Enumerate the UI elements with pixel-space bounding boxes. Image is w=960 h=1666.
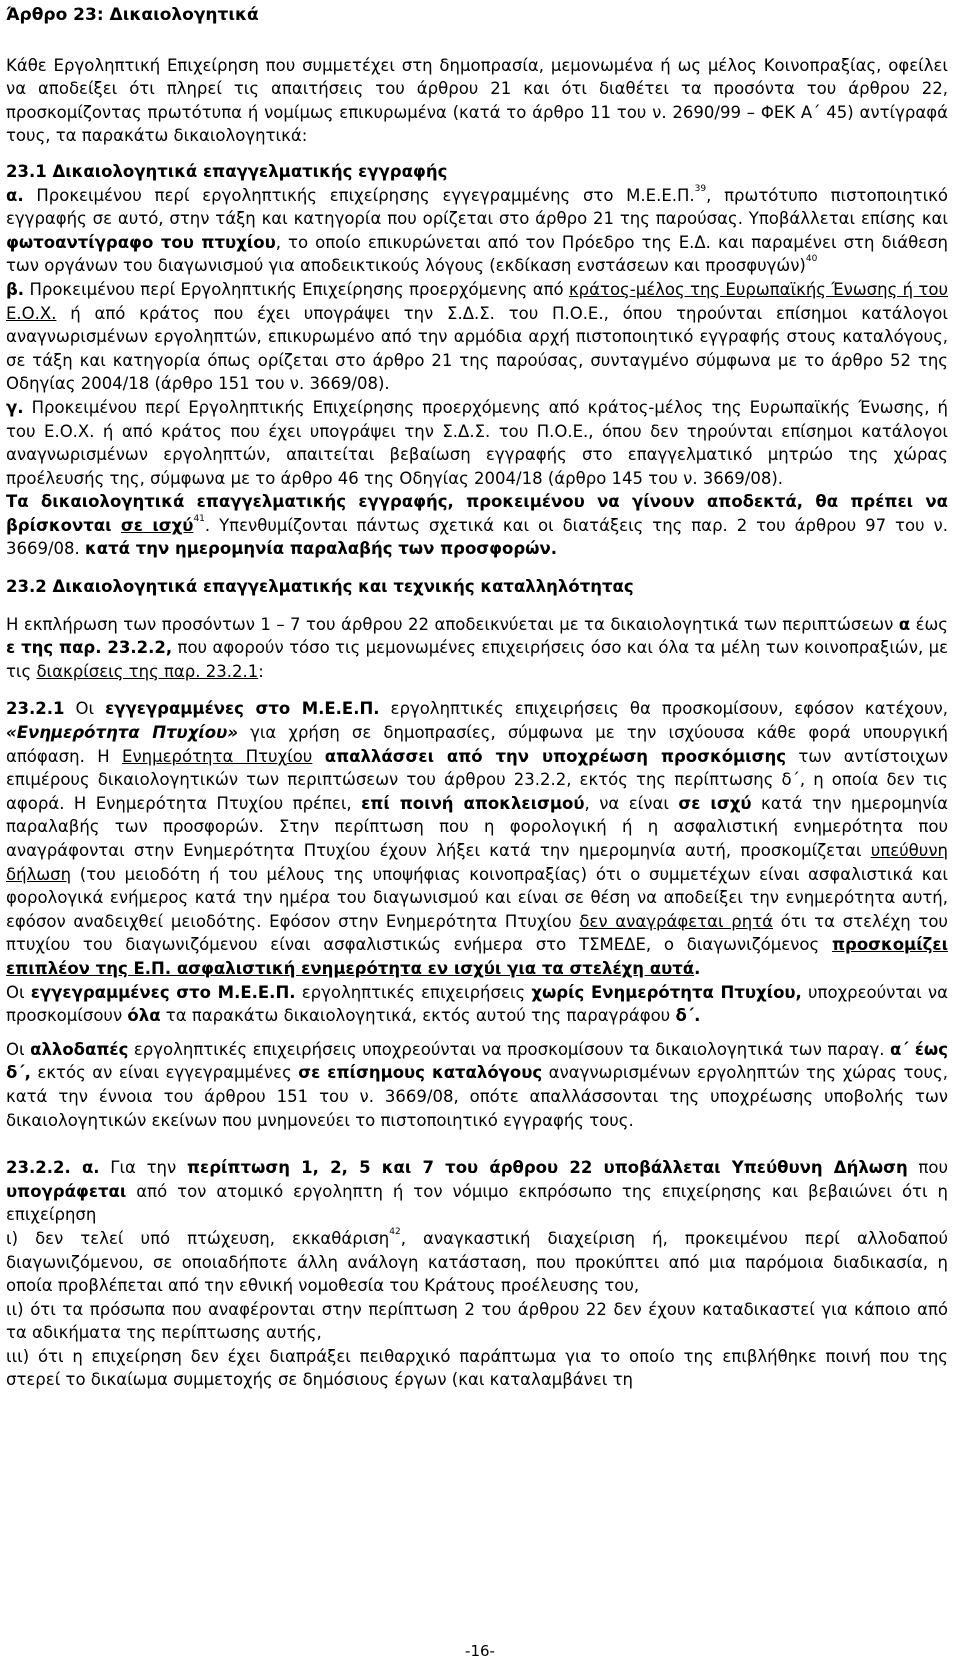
case-b-label: β.: [6, 279, 25, 299]
case-b-paragraph: β. Προκειμένου περί Εργοληπτικής Επιχείρησης προερχόμενης από κράτος-μέλος της Ευρωπαϊκής Ένωσης ή του Ε.Ο.Χ. ή από κράτος που έχει υπογράψει την Σ.Δ.Σ. του Π.Ο.Ε., όπου τηρούνται επίσημοι κατάλογοι αναγνωρισμένων εργοληπτών, επικυρωμένο από την αρμόδια αρχή πιστοποιητικό εγγραφής στους καταλόγους, σε τάξη και κατηγορία όπως ορίζεται στο άρθρο 21 της παρούσας, συνταγμένο σύμφωνα με το άρθρο 52 της Οδηγίας 2004/18 (άρθρο 151 του ν. 3669/08).: [6, 279, 948, 394]
footnote-ref-40[interactable]: 40: [805, 254, 818, 265]
footnote-ref-39[interactable]: 39: [694, 183, 707, 194]
article-title: Άρθρο 23: Δικαιολογητικά: [6, 5, 259, 25]
subsection-23-2-1: 23.2.1 Οι εγγεγραμμένες στο Μ.Ε.Ε.Π. εργοληπτικές επιχειρήσεις θα προσκομίσουν, εφόσον κατέχουν, «Ενημερότητα Πτυχίου» για χρήση σε δημοπρασίες, σύμφωνα με την ισχύουσα κάθε φορά υπουργική απόφαση. Η Ενημερότητα Πτυχίου απαλλάσσει από την υποχρέωση προσκόμισης των αντίστοιχων επιμέρους δικαιολογητικών των περιπτώσεων του άρθρου 23.2.2, εκτός της περίπτωσης δ΄, η οποία δεν τις αφορά. Η Ενημερότητα Πτυχίου πρέπει, επί ποινή αποκλεισμού, να είναι σε ισχύ κατά την ημερομηνία παραλαβής των προσφορών. Στην περίπτωση που η φορολογική ή η ασφαλιστική ενημερότητα που αναγράφονται στην Ενημερότητα Πτυχίου έχουν λήξει κατά την ημερομηνία αυτή, προσκομίζεται υπεύθυνη δήλωση (του μειοδότη ή του μέλους της υποψήφιας κοινοπραξίας) ότι ο συμμετέχων είναι ασφαλιστικά και φορολογικά ενήμερος κατά την ημέρα του διαγωνισμού και είναι σε θέση να αποδείξει την ενημερότητα αυτή, εφόσον αναδειχθεί μειοδότης. Εφόσον στην Ενημερότητα Πτυχίου δεν αναγράφεται ρητά ότι τα στελέχη του πτυχίου του διαγωνιζόμενου είναι ασφαλιστικώς ενήμερα στο ΤΣΜΕΔΕ, ο διαγωνιζόμενος προσκομίζει επιπλέον της Ε.Π. ασφαλιστική ενημερότητα εν ισχύι για τα στελέχη αυτά.: [6, 699, 949, 978]
item-ii: ιι) ότι τα πρόσωπα που αναφέρονται στην περίπτωση 2 του άρθρου 22 δεν έχουν καταδικαστεί για κάποιο από τα αδικήματα της περίπτωσης αυτής,: [6, 1299, 948, 1343]
foreign-companies-paragraph: Οι αλλοδαπές εργοληπτικές επιχειρήσεις υποχρεούνται να προσκομίσουν τα δικαιολογητικά των παραγ. α΄ έως δ΄, εκτός αν είναι εγγεγραμμένες σε επίσημους καταλόγους αναγνωρισμένων εργοληπτών της χώρας τους, κατά την έννοια του άρθρου 151 του ν. 3669/08, οπότε απαλλάσσονται της υποχρέωσης υποβολής των δικαιολογητικών εκείνων που μνημονεύει το πιστοποιητικό εγγραφής τους.: [6, 1039, 948, 1130]
intro-paragraph: Κάθε Εργοληπτική Επιχείρηση που συμμετέχει στη δημοπρασία, μεμονωμένα ή ως μέλος Κοινοπραξίας, οφείλει να αποδείξει ότι πληρεί τις απαιτήσεις του άρθρου 21 και ότι διαθέτει τα προσόντα του άρθρου 22, προσκομίζοντας πρωτότυπα ή νομίμως επικυρωμένα (κατά το άρθρο 11 του ν. 2690/99 – ΦΕΚ Α΄ 45) αντίγραφά τους, τα παρακάτω δικαιολογητικά:: [6, 55, 948, 146]
case-a-label: α.: [6, 185, 24, 205]
section-heading-23-2: 23.2 Δικαιολογητικά επαγγελματικής και τεχνικής καταλληλότητας: [6, 577, 634, 597]
validity-note: Τα δικαιολογητικά επαγγελματικής εγγραφής, προκειμένου να γίνουν αποδεκτά, θα πρέπει να βρίσκονται σε ισχύ$^{41}$. Υπενθυμίζονται πάντως σχετικά και οι διατάξεις της παρ. 2 του άρθρου 97 του ν. 3669/08. κατά την ημερομηνία παραλαβής των προσφορών.: [6, 492, 948, 559]
registered-without-certificate-paragraph: Οι εγγεγραμμένες στο Μ.Ε.Ε.Π. εργοληπτικές επιχειρήσεις χωρίς Ενημερότητα Πτυχίου, υποχρεούνται να προσκομίσουν όλα τα παρακάτω δικαιολογητικά, εκτός αυτού της παραγράφου δ΄.: [6, 982, 948, 1026]
footnote-ref-42[interactable]: 42: [389, 1226, 401, 1237]
page-number: -16-: [465, 1642, 495, 1660]
item-i: ι) δεν τελεί υπό πτώχευση, εκκαθάριση$^{42}$, αναγκαστική διαχείριση ή, προκειμένου περί αλλοδαπού διαγωνιζόμενου, σε οποιαδήποτε άλλη ανάλογη κατάσταση, που προκύπτει από μια παρόμοια διαδικασία, η οποία προβλέπεται από την εθνική νομοθεσία του Κράτους προέλευσης του,: [6, 1226, 948, 1296]
case-c-paragraph: γ. Προκειμένου περί Εργοληπτικής Επιχείρησης προερχόμενης από κράτος-μέλος της Ευρωπαϊκής Ένωσης, ή του Ε.Ο.Χ. ή από κράτος που έχει υπογράψει την Σ.Δ.Σ. του Π.Ο.Ε., όπου δεν τηρούνται επίσημοι κατάλογοι αναγνωρισμένων εργοληπτών, απαιτείται βεβαίωση εγγραφής στο επαγγελματικό μητρώο της χώρας προέλευσής της, σύμφωνα με το άρθρο 46 της Οδηγίας 2004/18 (άρθρο 145 του ν. 3669/08).: [6, 397, 948, 488]
case-a-paragraph: α. Προκειμένου περί εργοληπτικής επιχείρησης εγγεγραμμένης στο Μ.Ε.Ε.Π.$^{39}$, πρωτότυπο πιστοποιητικό εγγραφής σε αυτό, στην τάξη και κατηγορία που ορίζεται στο άρθρο 21 της παρούσας. Υποβάλλεται επίσης και φωτοαντίγραφο του πτυχίου, το οποίο επικυρώνεται από τον Πρόεδρο της Ε.Δ. και παραμένει στη διάθεση των οργάνων του διαγωνισμού για αποδεικτικούς λόγους (εκδίκαση ενστάσεων και προσφυγών)$^{40}$: [6, 183, 949, 276]
subsection-23-2-2-a: 23.2.2. α. Για την περίπτωση 1, 2, 5 και 7 του άρθρου 22 υποβάλλεται Υπεύθυνη Δήλωση που υπογράφεται από τον ατομικό εργοληπτη ή τον νόμιμο εκπρόσωπο της επιχείρησης και βεβαιώνει ότι η επιχείρηση: [6, 1158, 948, 1225]
fulfilment-paragraph: Η εκπλήρωση των προσόντων 1 – 7 του άρθρου 22 αποδεικνύεται με τα δικαιολογητικά των περιπτώσεων α έως ε της παρ. 23.2.2, που αφορούν τόσο τις μεμονωμένες επιχειρήσεις όσο και όλα τα μέλη των κοινοπραξιών, με τις διακρίσεις της παρ. 23.2.1:: [6, 614, 948, 681]
case-c-label: γ.: [6, 397, 24, 417]
footnote-ref-41[interactable]: 41: [193, 513, 205, 524]
section-heading-23-1: 23.1 Δικαιολογητικά επαγγελματικής εγγραφής: [6, 161, 448, 181]
item-iii: ιιι) ότι η επιχείρηση δεν έχει διαπράξει πειθαρχικό παράπτωμα για το οποίο της επιβλήθηκε ποινή που της στερεί το δικαίωμα συμμετοχής σε δημόσιους έργων (και καταλαμβάνει τη: [6, 1346, 948, 1390]
